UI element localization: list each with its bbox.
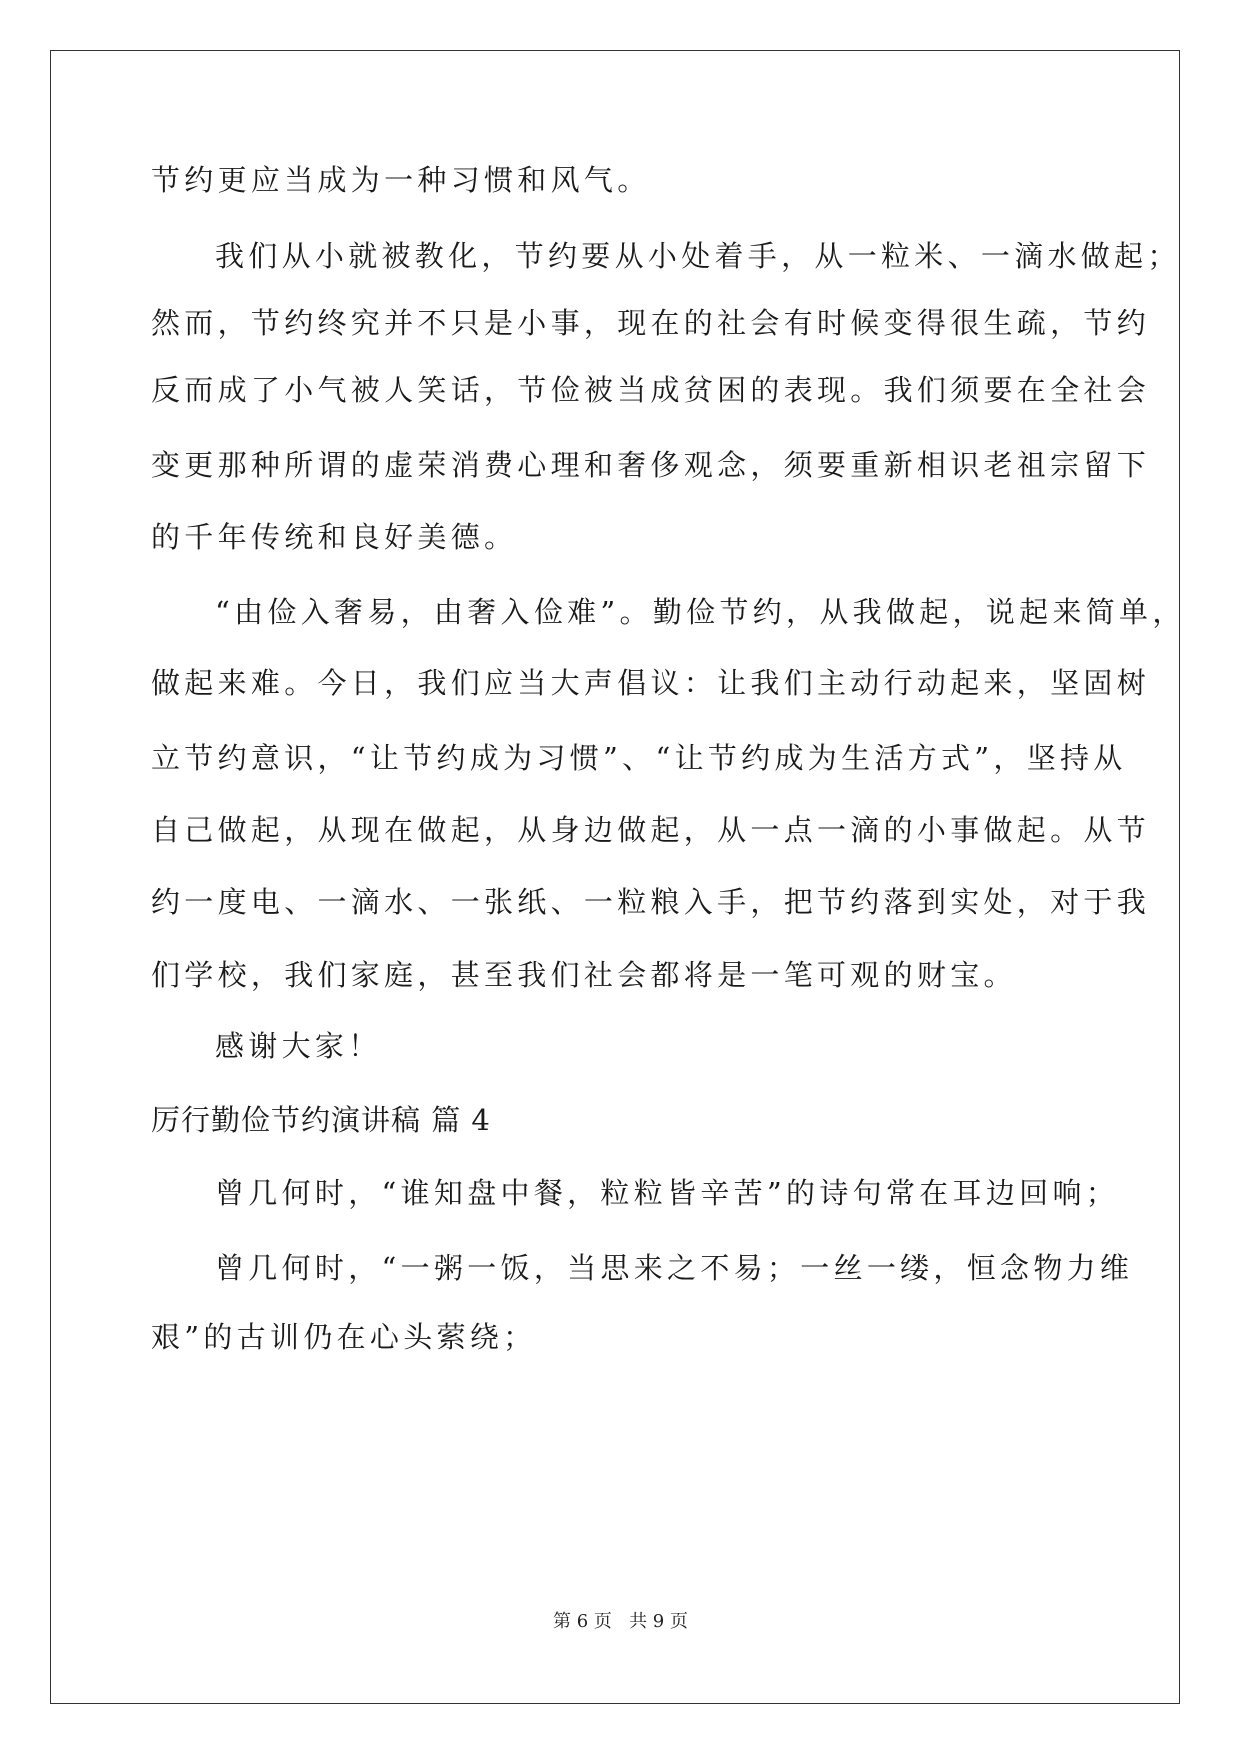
paragraph-line: 感谢大家！ bbox=[215, 1029, 382, 1063]
text-line: 们学校，我们家庭，甚至我们社会都将是一笔可观的财宝。 bbox=[151, 958, 1017, 992]
text-line: 做起来难。今日，我们应当大声倡议：让我们主动行动起来，坚固树 bbox=[151, 666, 1151, 700]
paragraph-line: 曾几何时，“一粥一饭，当思来之不易；一丝一缕，恒念物力维 bbox=[215, 1251, 1134, 1285]
text-line: 反而成了小气被人笑话，节俭被当成贫困的表现。我们须要在全社会 bbox=[151, 373, 1151, 407]
text-line: 的千年传统和良好美德。 bbox=[151, 520, 518, 554]
paragraph-line: 我们从小就被教化，节约要从小处着手，从一粒米、一滴水做起； bbox=[215, 239, 1181, 273]
text-line: 变更那种所谓的虚荣消费心理和奢侈观念，须要重新相识老祖宗留下 bbox=[151, 448, 1151, 482]
paragraph-line: “由俭入奢易，由奢入俭难”。勤俭节约，从我做起，说起来简单， bbox=[215, 595, 1186, 629]
text-line: 自己做起，从现在做起，从身边做起，从一点一滴的小事做起。从节 bbox=[151, 813, 1151, 847]
text-line: 节约更应当成为一种习惯和风气。 bbox=[151, 163, 651, 197]
page-number: 第 6 页 共 9 页 bbox=[553, 1611, 688, 1632]
text-line: 约一度电、一滴水、一张纸、一粒粮入手，把节约落到实处，对于我 bbox=[151, 885, 1151, 919]
text-line: 然而，节约终究并不只是小事，现在的社会有时候变得很生疏，节约 bbox=[151, 306, 1151, 340]
section-heading: 厉行勤俭节约演讲稿 篇 4 bbox=[151, 1103, 491, 1137]
text-line: 艰”的古训仍在心头萦绕； bbox=[151, 1320, 537, 1354]
text-line: 立节约意识，“让节约成为习惯”、“让节约成为生活方式”，坚持从 bbox=[151, 741, 1127, 775]
page-frame bbox=[50, 50, 1180, 1704]
page-footer bbox=[0, 1610, 1241, 1634]
paragraph-line: 曾几何时，“谁知盘中餐，粒粒皆辛苦”的诗句常在耳边回响； bbox=[215, 1176, 1120, 1210]
